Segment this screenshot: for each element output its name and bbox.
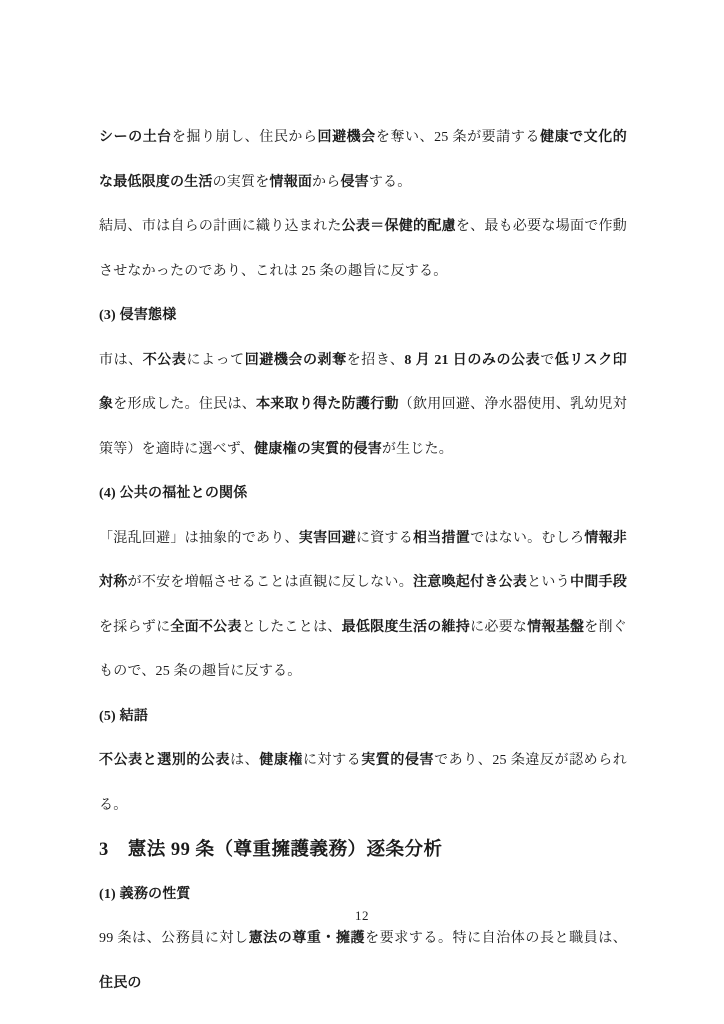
emphasis-run: 健康で文化的な最低限度の生活	[99, 130, 628, 190]
emphasis-run: 憲法の尊重・擁護	[248, 931, 366, 946]
document-content	[99, 116, 627, 1006]
heading-3-infringement-mode	[99, 294, 627, 339]
emphasis-run: 8 月 21 日のみの公表	[404, 352, 541, 368]
emphasis-run: 実質的侵害	[361, 753, 435, 768]
emphasis-run: 健康権	[259, 753, 303, 768]
emphasis-run: 情報非対称	[99, 530, 627, 590]
text-run: を掘り崩し、住民から	[171, 130, 318, 145]
emphasis-run: 住民の	[99, 975, 142, 991]
emphasis-run: 3 憲法 99 条（尊重擁護義務）逐条分析	[99, 840, 443, 860]
emphasis-run: (3) 侵害態様	[99, 308, 177, 323]
text-run: ではない。むしろ	[470, 530, 585, 546]
paragraph-public-welfare	[99, 517, 627, 695]
text-run: は、	[230, 753, 260, 768]
text-run: （飲用回避、浄水器使用、乳幼児対策等）を適時に選べず、	[99, 397, 628, 457]
emphasis-run: 侵害	[340, 174, 369, 190]
text-run: の実質を	[212, 174, 270, 190]
text-run: に必要な	[470, 619, 528, 635]
section-title-article-99	[99, 828, 627, 873]
text-run: を削ぐもので、25 条の趣旨に反する。	[99, 619, 627, 679]
text-run: であり、25 条違反が認められる。	[99, 753, 627, 813]
text-run: に対する	[302, 753, 362, 768]
emphasis-run: 低リスク印象	[99, 352, 627, 412]
emphasis-run: 情報基盤	[527, 619, 585, 635]
emphasis-run: 実害回避	[298, 530, 356, 546]
heading-4-public-welfare	[99, 472, 627, 517]
text-run: という	[527, 575, 570, 590]
text-run: で	[540, 352, 555, 368]
emphasis-run: 中間手段	[569, 575, 627, 590]
text-run: を形成した。住民は、	[113, 397, 257, 412]
page-number: 12	[355, 908, 369, 923]
paragraph-nature-of-duty	[99, 917, 627, 1006]
text-run: によって	[186, 352, 245, 368]
emphasis-run: (1) 義務の性質	[99, 886, 191, 902]
text-run: を、最も必要な場面で作動させなかったのであり、これは 25 条の趣旨に反する。	[99, 219, 627, 279]
text-run: を招き、	[346, 352, 405, 368]
emphasis-run: 全面不公表	[170, 619, 242, 635]
text-run: としたことは、	[241, 619, 342, 635]
text-run: を採らずに	[99, 619, 171, 635]
paragraph-conclusion	[99, 739, 627, 828]
heading-5-conclusion	[99, 695, 627, 740]
text-run: に資する	[355, 530, 413, 546]
emphasis-run: 公表＝保健的配慮	[341, 219, 456, 234]
text-run: する。	[368, 174, 412, 190]
text-run: を要求する。特に自治体の長と職員は、	[365, 931, 627, 946]
emphasis-run: 不公表	[142, 352, 187, 368]
emphasis-run: 最低限度生活の維持	[341, 619, 471, 635]
text-run: 市は、	[99, 352, 143, 368]
emphasis-run: 本来取り得た防護行動	[256, 397, 399, 412]
emphasis-run: 回避機会の剥奪	[244, 352, 347, 368]
paragraph-continuation-art25	[99, 116, 627, 205]
text-run: が生じた。	[381, 441, 453, 457]
emphasis-run: シーの土台	[99, 130, 172, 145]
text-run: 結局、市は自らの計画に織り込まれた	[99, 219, 342, 234]
emphasis-run: 回避機会	[317, 130, 376, 145]
emphasis-run: 不公表と選別的公表	[99, 753, 231, 768]
text-run: 「混乱回避」は抽象的であり、	[99, 530, 299, 546]
emphasis-run: (5) 結語	[99, 708, 149, 724]
emphasis-run: 相当措置	[412, 530, 471, 546]
text-run: が不安を増幅させることは直観に反しない。	[127, 575, 413, 590]
emphasis-run: (4) 公共の福祉との関係	[99, 486, 248, 501]
text-run: を奪い、25 条が要請する	[375, 130, 540, 145]
emphasis-run: 健康権の実質的侵害	[254, 441, 382, 457]
paragraph-conclusion-art25	[99, 205, 627, 294]
paragraph-infringement-mode	[99, 339, 627, 473]
emphasis-run: 注意喚起付き公表	[412, 575, 528, 590]
text-run: 99 条は、公務員に対し	[99, 931, 249, 946]
emphasis-run: 情報面	[269, 174, 313, 190]
text-run: から	[312, 174, 341, 190]
